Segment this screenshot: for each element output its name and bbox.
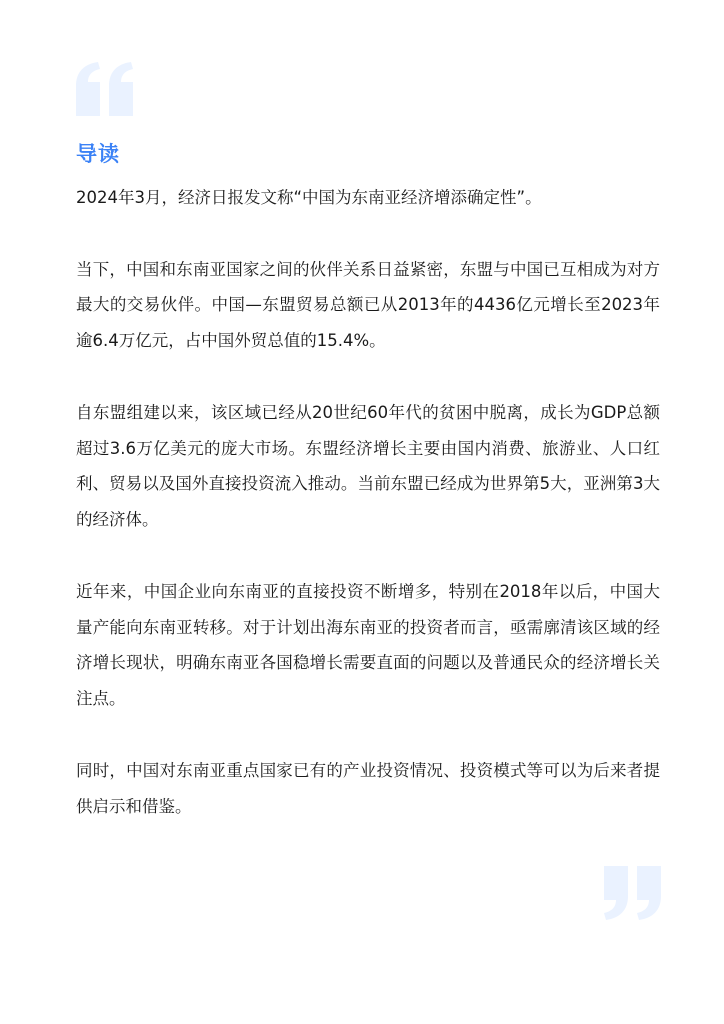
- paragraph-intro: 2024年3月，经济日报发文称“中国为东南亚经济增添确定性”。: [76, 188, 542, 207]
- paragraph-conclusion: 同时，中国对东南亚重点国家已有的产业投资情况、投资模式等可以为后来者提供启示和借鉴。: [76, 761, 660, 816]
- paragraph-trade: 当下，中国和东南亚国家之间的伙伴关系日益紧密，东盟与中国已互相成为对方最大的交易伙伴。中国—东盟贸易总额已从2013年的4436亿元增长至2023年逾6.4万亿元，占中国外贸总值的15.4%。: [76, 259, 660, 350]
- page-title: 导读: [76, 142, 120, 166]
- right-double-quote-icon: [604, 866, 662, 920]
- paragraph-asean-growth: 自东盟组建以来，该区域已经从20世纪60年代的贫困中脱离，成长为GDP总额超过3.6万亿美元的庞大市场。东盟经济增长主要由国内消费、旅游业、人口红利、贸易以及国外直接投资流入推动。当前东盟已经成为世界第5大，亚洲第3大的经济体。: [76, 403, 660, 529]
- paragraph-investment: 近年来，中国企业向东南亚的直接投资不断增多，特别在2018年以后，中国大量产能向东南亚转移。对于计划出海东南亚的投资者而言，亟需廓清该区域的经济增长现状，明确东南亚各国稳增长需要直面的问题以及普通民众的经济增长关注点。: [76, 582, 660, 708]
- left-double-quote-icon: [76, 62, 134, 116]
- article-body: [76, 180, 660, 861]
